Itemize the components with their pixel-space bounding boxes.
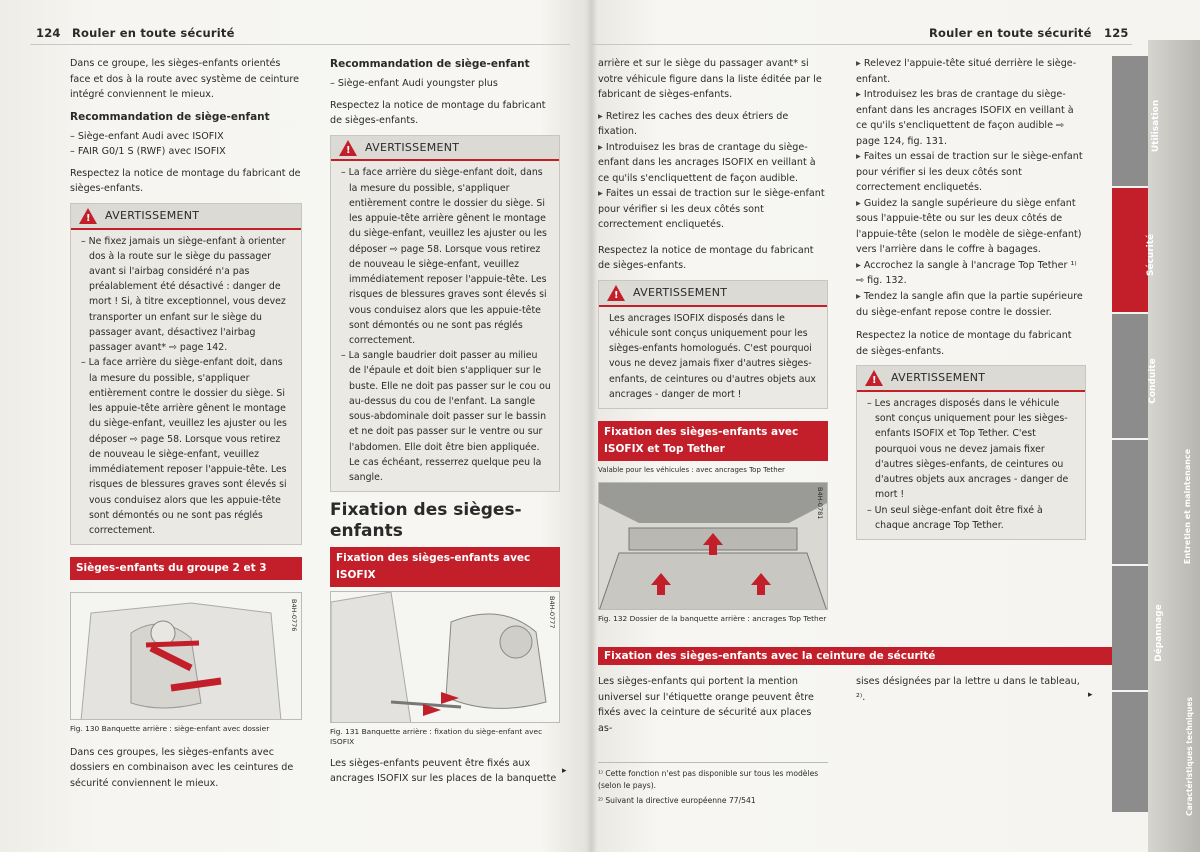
left-column bbox=[70, 56, 302, 797]
footnote-2: ²⁾ Suivant la directive européenne 77/541 bbox=[598, 796, 756, 805]
figure-130 bbox=[70, 592, 302, 720]
valid-note: Valable pour les véhicules : avec ancrages Top Tether bbox=[598, 466, 785, 475]
fig-code: B4H-0777 bbox=[548, 596, 556, 629]
footnote-rule bbox=[598, 762, 828, 763]
warning-icon bbox=[865, 370, 883, 386]
left-section-bar: Sièges-enfants du groupe 2 et 3 bbox=[70, 557, 302, 580]
warning-item: – Ne fixez jamais un siège-enfant à orienter dos à la route sur le siège du passager avant si l'airbag considéré n'a pas préalablement été désactivé : danger de mort ! Si, à titre exceptionnel, vous devez transporter un enfant sur le siège du passager avant, désactivez l'airbag passager avant* ⇨ page 142. bbox=[81, 235, 286, 354]
step-item: ▸ Tendez la sangle afin que la partie supérieure du siège-enfant repose contre le dossier. bbox=[856, 289, 1086, 320]
center-column bbox=[330, 56, 560, 793]
center-rec-heading: Recommandation de siège-enfant bbox=[330, 58, 530, 70]
center-rec-note: Respectez la notice de montage du fabricant de sièges-enfants. bbox=[330, 99, 546, 127]
tab-entretien: Entretien et maintenance bbox=[1112, 440, 1148, 564]
warning-item: – Les ancrages disposés dans le véhicule sont conçus uniquement pour les sièges-enfants ISOFIX et Top Tether. C'est pourquoi vous ne devez jamais fixer d'autres sièges-enfants, de ceintures ou d'autres objets aux ancrages - danger de mort ! bbox=[867, 397, 1069, 501]
fig-caption: Fig. 130 Banquette arrière : siège-enfant avec dossier bbox=[70, 724, 270, 734]
belt-text-a bbox=[598, 674, 828, 742]
warning-icon bbox=[79, 208, 97, 224]
left-intro: Dans ce groupe, les sièges-enfants orientés face et dos à la route avec système de ceinture intégré conviennent le mieux. bbox=[70, 58, 299, 101]
left-bottom-text: Dans ces groupes, les sièges-enfants avec dossiers en combinaison avec les ceintures de sécurité conviennent le mieux. bbox=[70, 746, 294, 789]
warning-item: – La face arrière du siège-enfant doit, dans la mesure du possible, s'appliquer entièrement contre le dossier du siège. Si les appuie-tête arrière gênent le montage du siège-enfant, veuillez les ajuster ou les déposer ⇨ page 58. Lorsque vous retirez de nouveau le siège-enfant, veuillez immédiatement reposer l'appuie-tête. Les risques de blessures graves sont élevés si vous conduisez alors que les appuie-tête sont démontés ou ne sont pas réglés correctement. bbox=[81, 357, 287, 536]
left-rec-note: Respectez la notice de montage du fabricant de sièges-enfants. bbox=[70, 167, 301, 195]
top-tether-illustration bbox=[599, 483, 827, 610]
warning-title: AVERTISSEMENT bbox=[633, 285, 728, 299]
figure-131 bbox=[330, 591, 560, 723]
fig-caption: Fig. 132 Dossier de la banquette arrière : ancrages Top Tether bbox=[598, 614, 827, 624]
center-rec-item: – Siège-enfant Audi youngster plus bbox=[330, 78, 498, 89]
warning-title: AVERTISSEMENT bbox=[105, 208, 200, 222]
warning-icon bbox=[339, 140, 357, 156]
belt-paragraph: sises désignées par la lettre u dans le tableau, ²⁾. bbox=[856, 676, 1080, 703]
belt-paragraph: Les sièges-enfants qui portent la mention universel sur l'étiquette orange peuvent être fixés avec la ceinture de sécurité aux places as- bbox=[598, 676, 814, 734]
warning-item: – La sangle baudrier doit passer au milieu de l'épaule et doit bien s'appliquer sur le buste. Elle ne doit pas passer sur le cou ou au-dessus du cou de l'enfant. La sangle sous-abdominale doit passer sur le bassin et ne doit pas passer sur le ventre ou sur l'abdomen. Elle doit être bien appliquée. Le cas échéant, resserrez quelque peu la sangle. bbox=[341, 350, 551, 484]
left-rec-heading: Recommandation de siège-enfant bbox=[70, 110, 270, 123]
center-section-bar: Fixation des sièges-enfants avec ISOFIX bbox=[330, 547, 560, 587]
r1-note: Respectez la notice de montage du fabricant de sièges-enfants. bbox=[598, 244, 814, 272]
step-item: ▸ Introduisez les bras de crantage du siège-enfant dans les ancrages ISOFIX en veillant à ce qu'ils s'encliquettent de façon audible ⇨ page 124, fig. 131. bbox=[856, 87, 1086, 149]
belt-section-bar: Fixation des sièges-enfants avec la ceinture de sécurité bbox=[598, 647, 1114, 665]
tab-depannage: Dépannage bbox=[1112, 566, 1148, 690]
tab-utilisation: Utilisation bbox=[1112, 56, 1148, 186]
step-item: ▸ Guidez la sangle supérieure du siège enfant sous l'appuie-tête ou sur les deux côtés de l'appuie-tête (selon le modèle de siège-enfant) vers l'arrière dans le coffre à bagages. bbox=[856, 196, 1086, 258]
figure-132 bbox=[598, 482, 828, 610]
r1-steps bbox=[598, 109, 828, 233]
belt-text-b bbox=[856, 674, 1086, 711]
step-item: ▸ Faites un essai de traction sur le siège-enfant pour vérifier si les deux côtés sont correctement encliquetés. bbox=[856, 149, 1086, 196]
r1-section-bar: Fixation des sièges-enfants avec ISOFIX et Top Tether bbox=[598, 421, 828, 461]
step-item: ▸ Accrochez la sangle à l'ancrage Top Tether ¹⁾ ⇨ fig. 132. bbox=[856, 258, 1086, 289]
r2-steps bbox=[856, 56, 1086, 320]
tab-conduite: Conduite bbox=[1112, 314, 1148, 438]
step-item: ▸ Relevez l'appuie-tête situé derrière le siège-enfant. bbox=[856, 56, 1086, 87]
warning-item: Les ancrages ISOFIX disposés dans le véhicule sont conçus uniquement pour les sièges-enfants homologués. C'est pourquoi vous ne devez jamais fixer d'autres sièges-enfants, de ceintures ou d'autres objets aux ancrages - danger de mort ! bbox=[609, 312, 816, 400]
center-bottom-text: Les sièges-enfants peuvent être fixés aux ancrages ISOFIX sur les places de la banquette bbox=[330, 757, 557, 785]
left-warning-box bbox=[70, 203, 302, 546]
warning-item: – La face arrière du siège-enfant doit, dans la mesure du possible, s'appliquer entièrement contre le dossier du siège. Si les appuie-tête arrière gênent le montage du siège-enfant, veuillez les ajuster ou les déposer ⇨ page 58. Lorsque vous retirez de nouveau le siège-enfant, veuillez immédiatement reposer l'appuie-tête. Les risques de blessures graves sont élevés si vous conduisez alors que les appuie-tête sont démontés ou ne sont pas réglés correctement. bbox=[341, 167, 547, 346]
section-title: Fixation des sièges-enfants bbox=[330, 500, 522, 541]
left-header-rule bbox=[30, 44, 570, 45]
footnote-1: ¹⁾ Cette fonction n'est pas disponible sur tous les modèles (selon le pays). bbox=[598, 769, 819, 790]
right-page-number: 125 bbox=[1104, 26, 1129, 40]
warning-item: – Un seul siège-enfant doit être fixé à chaque ancrage Top Tether. bbox=[867, 504, 1043, 531]
step-item: ▸ Introduisez les bras de crantage du siège-enfant dans les ancrages ISOFIX en veillant à ce qu'ils s'encliquettent de façon audible. bbox=[598, 140, 828, 187]
tab-caracteristiques: Caractéristiques techniques bbox=[1112, 692, 1148, 812]
warning-title: AVERTISSEMENT bbox=[365, 140, 460, 154]
step-item: ▸ Retirez les caches des deux étriers de fixation. bbox=[598, 109, 828, 140]
center-warning-box bbox=[330, 135, 560, 493]
isofix-illustration bbox=[331, 592, 559, 723]
left-rec-item: – FAIR G0/1 S (RWF) avec ISOFIX bbox=[70, 146, 226, 158]
left-rec-item: – Siège-enfant Audi avec ISOFIX bbox=[70, 130, 224, 142]
r2-warning-box bbox=[856, 365, 1086, 540]
right-column-1 bbox=[598, 56, 828, 633]
right-column-2 bbox=[856, 56, 1086, 548]
fig-caption: Fig. 131 Banquette arrière : fixation du siège-enfant avec ISOFIX bbox=[330, 727, 543, 747]
fig-code: B4H-0776 bbox=[290, 599, 298, 632]
right-running-title: Rouler en toute sécurité bbox=[929, 26, 1092, 40]
continue-arrow-icon: ▸ bbox=[562, 766, 567, 776]
right-header-rule bbox=[592, 44, 1132, 45]
r1-intro: arrière et sur le siège du passager avant* si votre véhicule figure dans la liste éditée par le fabricant de sièges-enfants. bbox=[598, 58, 822, 101]
left-running-title: Rouler en toute sécurité bbox=[72, 26, 235, 40]
continue-arrow-icon: ▸ bbox=[1088, 690, 1093, 700]
child-seat-illustration bbox=[71, 593, 301, 720]
left-page-number: 124 bbox=[36, 26, 61, 40]
warning-icon bbox=[607, 285, 625, 301]
r1-warning-box bbox=[598, 280, 828, 409]
tab-securite: Sécurité bbox=[1112, 188, 1148, 312]
fig-code: B4H-0781 bbox=[816, 487, 824, 520]
r2-note: Respectez la notice de montage du fabricant de sièges-enfants. bbox=[856, 330, 1072, 357]
warning-title: AVERTISSEMENT bbox=[891, 371, 986, 385]
step-item: ▸ Faites un essai de traction sur le siège-enfant pour vérifier si les deux côtés sont correctement encliquetés. bbox=[598, 186, 828, 233]
